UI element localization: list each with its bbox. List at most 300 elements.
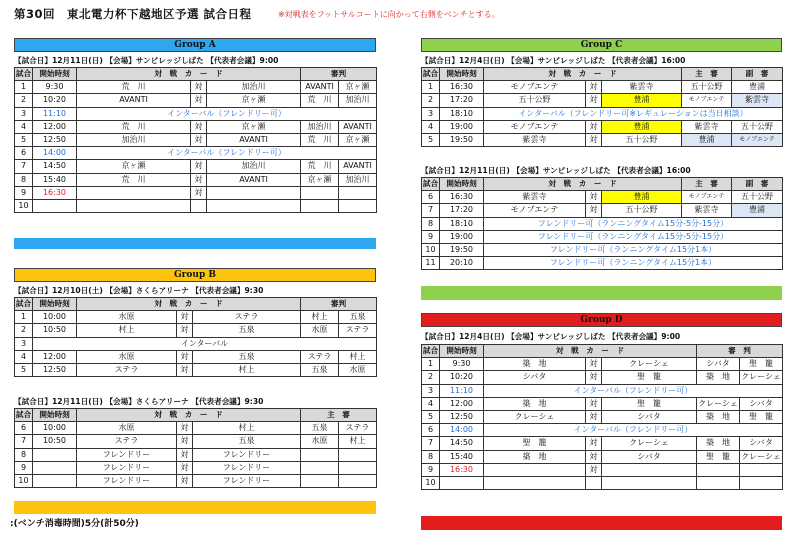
game-number-cell: 4 bbox=[422, 120, 440, 133]
group-a-table bbox=[14, 67, 377, 213]
team-1-cell: 紫雲寺 bbox=[484, 133, 586, 146]
vs-cell: 対 bbox=[177, 350, 193, 363]
team-1-cell: 荒 川 bbox=[77, 173, 191, 186]
referee-2-cell: クレーシェ bbox=[740, 371, 783, 384]
table-row bbox=[422, 397, 783, 410]
team-1-cell: 築 地 bbox=[484, 397, 586, 410]
table-row bbox=[422, 463, 783, 476]
game-number-cell: 8 bbox=[15, 448, 33, 461]
table-header bbox=[15, 68, 377, 81]
header-time: 開始時刻 bbox=[440, 345, 484, 358]
referee-2-cell: 京ヶ瀬 bbox=[339, 81, 377, 94]
team-2-cell: 豊浦 bbox=[602, 120, 682, 133]
game-number-cell: 8 bbox=[422, 450, 440, 463]
header-ref: 審判 bbox=[301, 68, 377, 81]
game-number-cell: 5 bbox=[15, 133, 33, 146]
team-1-cell: 加治川 bbox=[77, 133, 191, 146]
team-1-cell: 水原 bbox=[77, 311, 177, 324]
vs-cell: 対 bbox=[586, 191, 602, 204]
team-1-cell: 京ヶ瀬 bbox=[77, 160, 191, 173]
referee-2-cell bbox=[339, 461, 377, 474]
table-row bbox=[15, 363, 377, 376]
vs-cell: 対 bbox=[586, 81, 602, 94]
referee-1-cell: 加治川 bbox=[301, 120, 339, 133]
bench-note: ※対戦表をフットサルコートに向かって右側をベンチとする。 bbox=[278, 10, 500, 19]
referee-1-cell: 京ヶ瀬 bbox=[301, 173, 339, 186]
interval-cell: インターバル（フレンドリー可） bbox=[77, 107, 377, 120]
table-header bbox=[422, 178, 783, 191]
table-row bbox=[15, 448, 377, 461]
table-row bbox=[15, 422, 377, 435]
interval-cell: フレンドリー可（ランニングタイム15分1本） bbox=[484, 257, 783, 270]
table-row bbox=[15, 160, 377, 173]
start-time-cell: 10:50 bbox=[33, 435, 77, 448]
referee-2-cell bbox=[339, 199, 377, 212]
vs-cell: 対 bbox=[177, 324, 193, 337]
game-number-cell: 2 bbox=[422, 94, 440, 107]
vs-cell: 対 bbox=[191, 94, 207, 107]
start-time-cell: 12:50 bbox=[440, 410, 484, 423]
game-number-cell: 8 bbox=[15, 173, 33, 186]
start-time-cell bbox=[33, 474, 77, 487]
referee-1-cell: 豊浦 bbox=[682, 133, 732, 146]
header-game: 試合 bbox=[422, 345, 440, 358]
referee-2-cell: 五十公野 bbox=[732, 191, 783, 204]
team-2-cell: 五十公野 bbox=[602, 133, 682, 146]
table-row bbox=[422, 257, 783, 270]
table-row bbox=[422, 107, 783, 120]
referee-1-cell: 紫雲寺 bbox=[682, 120, 732, 133]
game-number-cell: 1 bbox=[422, 81, 440, 94]
team-2-cell: ステラ bbox=[193, 311, 301, 324]
vs-cell: 対 bbox=[177, 461, 193, 474]
vs-cell: 対 bbox=[177, 363, 193, 376]
group-b-info-2: 【試合日】12月11日(日) 【会場】さくらアリーナ 【代表者会議】9:30 bbox=[14, 397, 264, 406]
game-number-cell: 6 bbox=[422, 424, 440, 437]
referee-2-cell: 水原 bbox=[339, 363, 377, 376]
table-row bbox=[422, 217, 783, 230]
vs-cell: 対 bbox=[586, 450, 602, 463]
group-d-footer-bar bbox=[421, 516, 782, 530]
team-2-cell: 村上 bbox=[193, 422, 301, 435]
referee-1-cell: 聖 籠 bbox=[697, 450, 740, 463]
table-row bbox=[15, 350, 377, 363]
table-row bbox=[422, 133, 783, 146]
start-time-cell: 15:40 bbox=[33, 173, 77, 186]
referee-2-cell bbox=[339, 448, 377, 461]
header-card: 対 戦 カ ー ド bbox=[77, 409, 301, 422]
referee-2-cell: シバタ bbox=[740, 437, 783, 450]
team-2-cell: フレンドリー bbox=[193, 448, 301, 461]
team-1-cell bbox=[77, 199, 191, 212]
referee-1-cell bbox=[301, 199, 339, 212]
game-number-cell: 10 bbox=[422, 243, 440, 256]
header-main: 主 審 bbox=[682, 68, 732, 81]
start-time-cell: 10:50 bbox=[33, 324, 77, 337]
referee-2-cell: AVANTI bbox=[339, 120, 377, 133]
referee-1-cell: モノブエンテ bbox=[682, 94, 732, 107]
team-2-cell: AVANTI bbox=[207, 133, 301, 146]
table-row bbox=[422, 410, 783, 423]
table-row bbox=[15, 461, 377, 474]
vs-cell: 対 bbox=[586, 397, 602, 410]
interval-cell: インターバル（フレンドリー可） bbox=[484, 424, 783, 437]
table-row bbox=[422, 476, 783, 489]
vs-cell: 対 bbox=[191, 120, 207, 133]
header-card: 対 戦 カ ー ド bbox=[484, 68, 682, 81]
team-2-cell: シバタ bbox=[602, 450, 697, 463]
start-time-cell: 9:30 bbox=[33, 81, 77, 94]
header-game: 試合 bbox=[15, 298, 33, 311]
game-number-cell: 1 bbox=[15, 311, 33, 324]
referee-1-cell: 五十公野 bbox=[682, 81, 732, 94]
start-time-cell: 17:20 bbox=[440, 204, 484, 217]
start-time-cell: 11:10 bbox=[440, 384, 484, 397]
start-time-cell bbox=[33, 461, 77, 474]
referee-1-cell bbox=[697, 463, 740, 476]
table-row bbox=[15, 147, 377, 160]
table-row bbox=[15, 133, 377, 146]
game-number-cell: 8 bbox=[422, 217, 440, 230]
start-time-cell: 16:30 bbox=[33, 186, 77, 199]
start-time-cell: 19:50 bbox=[440, 133, 484, 146]
start-time-cell: 19:00 bbox=[440, 120, 484, 133]
referee-1-cell: 水原 bbox=[301, 435, 339, 448]
table-row bbox=[15, 324, 377, 337]
start-time-cell: 18:10 bbox=[440, 217, 484, 230]
table-row bbox=[422, 358, 783, 371]
interval-cell: フレンドリー可（ランニングタイム15分-5分-15分） bbox=[484, 230, 783, 243]
group-c-info-2: 【試合日】12月11日(日) 【会場】サンビレッジしばた 【代表者会議】16:00 bbox=[421, 166, 691, 175]
team-1-cell: クレーシェ bbox=[484, 410, 586, 423]
team-2-cell bbox=[207, 199, 301, 212]
vs-cell: 対 bbox=[191, 81, 207, 94]
page-title: 第30回 東北電力杯下越地区予選 試合日程 bbox=[14, 7, 252, 21]
team-1-cell: 築 地 bbox=[484, 450, 586, 463]
table-row bbox=[422, 437, 783, 450]
team-1-cell bbox=[484, 476, 586, 489]
team-2-cell: 紫雲寺 bbox=[602, 81, 682, 94]
referee-2-cell: 村上 bbox=[339, 435, 377, 448]
game-number-cell: 1 bbox=[15, 81, 33, 94]
start-time-cell bbox=[33, 199, 77, 212]
vs-cell: 対 bbox=[191, 160, 207, 173]
vs-cell: 対 bbox=[177, 435, 193, 448]
game-number-cell: 5 bbox=[15, 363, 33, 376]
referee-1-cell: 紫雲寺 bbox=[682, 204, 732, 217]
group-c-banner: Group C bbox=[421, 38, 782, 52]
vs-cell: 対 bbox=[586, 120, 602, 133]
team-1-cell: 築 地 bbox=[484, 358, 586, 371]
group-c-table-1 bbox=[421, 67, 783, 147]
start-time-cell: 16:30 bbox=[440, 81, 484, 94]
team-1-cell: ステラ bbox=[77, 435, 177, 448]
table-row bbox=[422, 230, 783, 243]
game-number-cell: 5 bbox=[422, 410, 440, 423]
referee-1-cell bbox=[301, 474, 339, 487]
team-1-cell: モノブエンテ bbox=[484, 204, 586, 217]
team-2-cell: フレンドリー bbox=[193, 461, 301, 474]
team-1-cell: フレンドリー bbox=[77, 448, 177, 461]
start-time-cell: 10:20 bbox=[440, 371, 484, 384]
table-row bbox=[15, 474, 377, 487]
start-time-cell: 14:00 bbox=[440, 424, 484, 437]
table-row bbox=[422, 450, 783, 463]
referee-2-cell bbox=[339, 474, 377, 487]
team-1-cell: シバタ bbox=[484, 371, 586, 384]
interval-cell: インターバル（フレンドリー可） bbox=[484, 384, 783, 397]
start-time-cell: 10:20 bbox=[33, 94, 77, 107]
referee-2-cell: 聖 籠 bbox=[740, 358, 783, 371]
header-card: 対 戦 カ ー ド bbox=[77, 68, 301, 81]
vs-cell: 対 bbox=[586, 204, 602, 217]
header-card: 対 戦 カ ー ド bbox=[484, 178, 682, 191]
start-time-cell: 12:00 bbox=[33, 120, 77, 133]
table-row bbox=[15, 94, 377, 107]
vs-cell: 対 bbox=[177, 311, 193, 324]
vs-cell: 対 bbox=[586, 94, 602, 107]
game-number-cell: 9 bbox=[15, 461, 33, 474]
start-time-cell: 14:50 bbox=[440, 437, 484, 450]
team-1-cell: モノブエンテ bbox=[484, 120, 586, 133]
referee-2-cell: 聖 籠 bbox=[740, 410, 783, 423]
game-number-cell: 3 bbox=[15, 107, 33, 120]
referee-1-cell: 築 地 bbox=[697, 410, 740, 423]
table-row bbox=[422, 424, 783, 437]
game-number-cell: 4 bbox=[422, 397, 440, 410]
game-number-cell: 2 bbox=[422, 371, 440, 384]
game-number-cell: 5 bbox=[422, 133, 440, 146]
team-2-cell: クレーシェ bbox=[602, 437, 697, 450]
start-time-cell: 19:50 bbox=[440, 243, 484, 256]
vs-cell: 対 bbox=[586, 133, 602, 146]
group-a-footer-bar bbox=[14, 238, 376, 249]
team-2-cell: クレーシェ bbox=[602, 358, 697, 371]
game-number-cell: 11 bbox=[422, 257, 440, 270]
interval-cell: フレンドリー可（ランニングタイム15分1本） bbox=[484, 243, 783, 256]
team-2-cell: シバタ bbox=[602, 410, 697, 423]
group-c-info-1: 【試合日】12月4日(日) 【会場】サンビレッジしばた 【代表者会議】16:00 bbox=[421, 56, 686, 65]
game-number-cell: 3 bbox=[422, 107, 440, 120]
group-d-table bbox=[421, 344, 783, 490]
start-time-cell: 14:50 bbox=[33, 160, 77, 173]
team-2-cell bbox=[602, 476, 697, 489]
game-number-cell: 9 bbox=[15, 186, 33, 199]
table-row bbox=[422, 243, 783, 256]
team-1-cell bbox=[77, 186, 191, 199]
team-2-cell: 村上 bbox=[193, 363, 301, 376]
game-number-cell: 6 bbox=[15, 147, 33, 160]
team-2-cell: 豊浦 bbox=[602, 191, 682, 204]
team-1-cell: 水原 bbox=[77, 350, 177, 363]
referee-1-cell: 五泉 bbox=[301, 363, 339, 376]
start-time-cell: 9:30 bbox=[440, 358, 484, 371]
game-number-cell: 7 bbox=[422, 204, 440, 217]
start-time-cell: 17:20 bbox=[440, 94, 484, 107]
game-number-cell: 4 bbox=[15, 120, 33, 133]
vs-cell: 対 bbox=[191, 173, 207, 186]
header-game: 試合 bbox=[15, 409, 33, 422]
game-number-cell: 3 bbox=[422, 384, 440, 397]
referee-2-cell bbox=[740, 463, 783, 476]
header-game: 試合 bbox=[422, 68, 440, 81]
group-c-table-2 bbox=[421, 177, 783, 270]
vs-cell bbox=[586, 476, 602, 489]
table-row bbox=[15, 186, 377, 199]
game-number-cell: 2 bbox=[15, 94, 33, 107]
referee-2-cell: クレーシェ bbox=[740, 450, 783, 463]
game-number-cell: 10 bbox=[422, 476, 440, 489]
header-time: 開始時刻 bbox=[33, 68, 77, 81]
vs-cell: 対 bbox=[586, 410, 602, 423]
referee-1-cell bbox=[697, 476, 740, 489]
referee-2-cell: ステラ bbox=[339, 324, 377, 337]
game-number-cell: 10 bbox=[15, 474, 33, 487]
referee-2-cell: ステラ bbox=[339, 422, 377, 435]
start-time-cell: 14:00 bbox=[33, 147, 77, 160]
header-game: 試合 bbox=[422, 178, 440, 191]
table-row bbox=[422, 81, 783, 94]
game-number-cell: 7 bbox=[15, 160, 33, 173]
team-2-cell: AVANTI bbox=[207, 173, 301, 186]
table-row bbox=[15, 120, 377, 133]
table-row bbox=[15, 311, 377, 324]
team-1-cell: ステラ bbox=[77, 363, 177, 376]
start-time-cell: 12:50 bbox=[33, 363, 77, 376]
referee-1-cell: AVANTI bbox=[301, 81, 339, 94]
team-1-cell: 紫雲寺 bbox=[484, 191, 586, 204]
table-row bbox=[422, 120, 783, 133]
header-sub: 副 審 bbox=[732, 68, 783, 81]
team-1-cell: モノブエンテ bbox=[484, 81, 586, 94]
table-row bbox=[15, 199, 377, 212]
game-number-cell: 6 bbox=[15, 422, 33, 435]
game-number-cell: 7 bbox=[15, 435, 33, 448]
referee-2-cell: 加治川 bbox=[339, 94, 377, 107]
referee-1-cell: シバタ bbox=[697, 358, 740, 371]
header-game: 試合 bbox=[15, 68, 33, 81]
referee-2-cell bbox=[740, 476, 783, 489]
group-d-info: 【試合日】12月4日(日) 【会場】サンビレッジしばた 【代表者会議】9:00 bbox=[421, 332, 681, 341]
team-2-cell: 五泉 bbox=[193, 324, 301, 337]
referee-1-cell: 築 地 bbox=[697, 371, 740, 384]
game-number-cell: 7 bbox=[422, 437, 440, 450]
team-1-cell: AVANTI bbox=[77, 94, 191, 107]
referee-2-cell: 五十公野 bbox=[732, 120, 783, 133]
interval-cell: フレンドリー可（ランニングタイム15分-5分-15分） bbox=[484, 217, 783, 230]
start-time-cell: 12:00 bbox=[440, 397, 484, 410]
start-time-cell: 16:30 bbox=[440, 191, 484, 204]
vs-cell: 対 bbox=[177, 474, 193, 487]
team-2-cell: 五泉 bbox=[193, 350, 301, 363]
referee-2-cell: モノブエンテ bbox=[732, 133, 783, 146]
team-2-cell: 豊浦 bbox=[602, 94, 682, 107]
header-sub: 副 審 bbox=[732, 178, 783, 191]
team-1-cell: 聖 籠 bbox=[484, 437, 586, 450]
table-row bbox=[422, 384, 783, 397]
interval-cell: インターバル（フレンドリー可） bbox=[77, 147, 377, 160]
vs-cell bbox=[191, 199, 207, 212]
referee-1-cell: クレーシェ bbox=[697, 397, 740, 410]
team-1-cell: フレンドリー bbox=[77, 474, 177, 487]
header-time: 開始時刻 bbox=[33, 298, 77, 311]
interval-cell: インターバル bbox=[33, 337, 377, 350]
table-row bbox=[422, 371, 783, 384]
team-1-cell: 荒 川 bbox=[77, 81, 191, 94]
vs-cell: 対 bbox=[586, 437, 602, 450]
referee-1-cell: 築 地 bbox=[697, 437, 740, 450]
game-number-cell: 9 bbox=[422, 463, 440, 476]
vs-cell: 対 bbox=[586, 371, 602, 384]
vs-cell: 対 bbox=[191, 133, 207, 146]
team-2-cell bbox=[207, 186, 301, 199]
team-2-cell: 加治川 bbox=[207, 81, 301, 94]
referee-1-cell: 荒 川 bbox=[301, 94, 339, 107]
team-2-cell: 聖 籠 bbox=[602, 371, 697, 384]
header-time: 開始時刻 bbox=[33, 409, 77, 422]
header-main: 主 審 bbox=[301, 409, 377, 422]
group-a-info: 【試合日】12月11日(日) 【会場】サンビレッジしばた 【代表者会議】9:00 bbox=[14, 56, 279, 65]
referee-1-cell: 荒 川 bbox=[301, 160, 339, 173]
table-header bbox=[15, 298, 377, 311]
group-b-table-2 bbox=[14, 408, 377, 488]
referee-1-cell: 村上 bbox=[301, 311, 339, 324]
referee-1-cell: モノブエンテ bbox=[682, 191, 732, 204]
referee-1-cell: ステラ bbox=[301, 350, 339, 363]
table-header bbox=[15, 409, 377, 422]
team-2-cell: 五十公野 bbox=[602, 204, 682, 217]
table-row bbox=[422, 204, 783, 217]
table-row bbox=[15, 337, 377, 350]
header-time: 開始時刻 bbox=[440, 178, 484, 191]
table-row bbox=[15, 173, 377, 186]
team-1-cell: 水原 bbox=[77, 422, 177, 435]
group-b-footer-bar bbox=[14, 501, 376, 514]
interval-cell: インターバル（フレンドリー可※レギュレーションは当日相談） bbox=[484, 107, 783, 120]
table-row bbox=[422, 191, 783, 204]
team-1-cell: 五十公野 bbox=[484, 94, 586, 107]
team-2-cell: 加治川 bbox=[207, 160, 301, 173]
header-main: 主 審 bbox=[682, 178, 732, 191]
team-1-cell: 荒 川 bbox=[77, 120, 191, 133]
start-time-cell: 12:50 bbox=[33, 133, 77, 146]
referee-1-cell bbox=[301, 448, 339, 461]
table-row bbox=[15, 435, 377, 448]
game-number-cell: 9 bbox=[422, 230, 440, 243]
group-c-footer-bar bbox=[421, 286, 782, 300]
table-header bbox=[422, 68, 783, 81]
vs-cell: 対 bbox=[191, 186, 207, 199]
vs-cell: 対 bbox=[586, 358, 602, 371]
referee-2-cell: 五泉 bbox=[339, 311, 377, 324]
referee-2-cell: 村上 bbox=[339, 350, 377, 363]
referee-2-cell: 京ヶ瀬 bbox=[339, 133, 377, 146]
team-2-cell: 聖 籠 bbox=[602, 397, 697, 410]
start-time-cell: 11:10 bbox=[33, 107, 77, 120]
start-time-cell: 10:00 bbox=[33, 422, 77, 435]
team-1-cell: 村上 bbox=[77, 324, 177, 337]
table-row bbox=[15, 81, 377, 94]
header-card: 対 戦 カ ー ド bbox=[77, 298, 301, 311]
start-time-cell bbox=[440, 476, 484, 489]
group-d-banner: Group D bbox=[421, 313, 782, 327]
referee-2-cell: シバタ bbox=[740, 397, 783, 410]
referee-2-cell: 加治川 bbox=[339, 173, 377, 186]
referee-1-cell: 五泉 bbox=[301, 422, 339, 435]
team-1-cell: フレンドリー bbox=[77, 461, 177, 474]
team-2-cell bbox=[602, 463, 697, 476]
group-a-banner: Group A bbox=[14, 38, 376, 52]
